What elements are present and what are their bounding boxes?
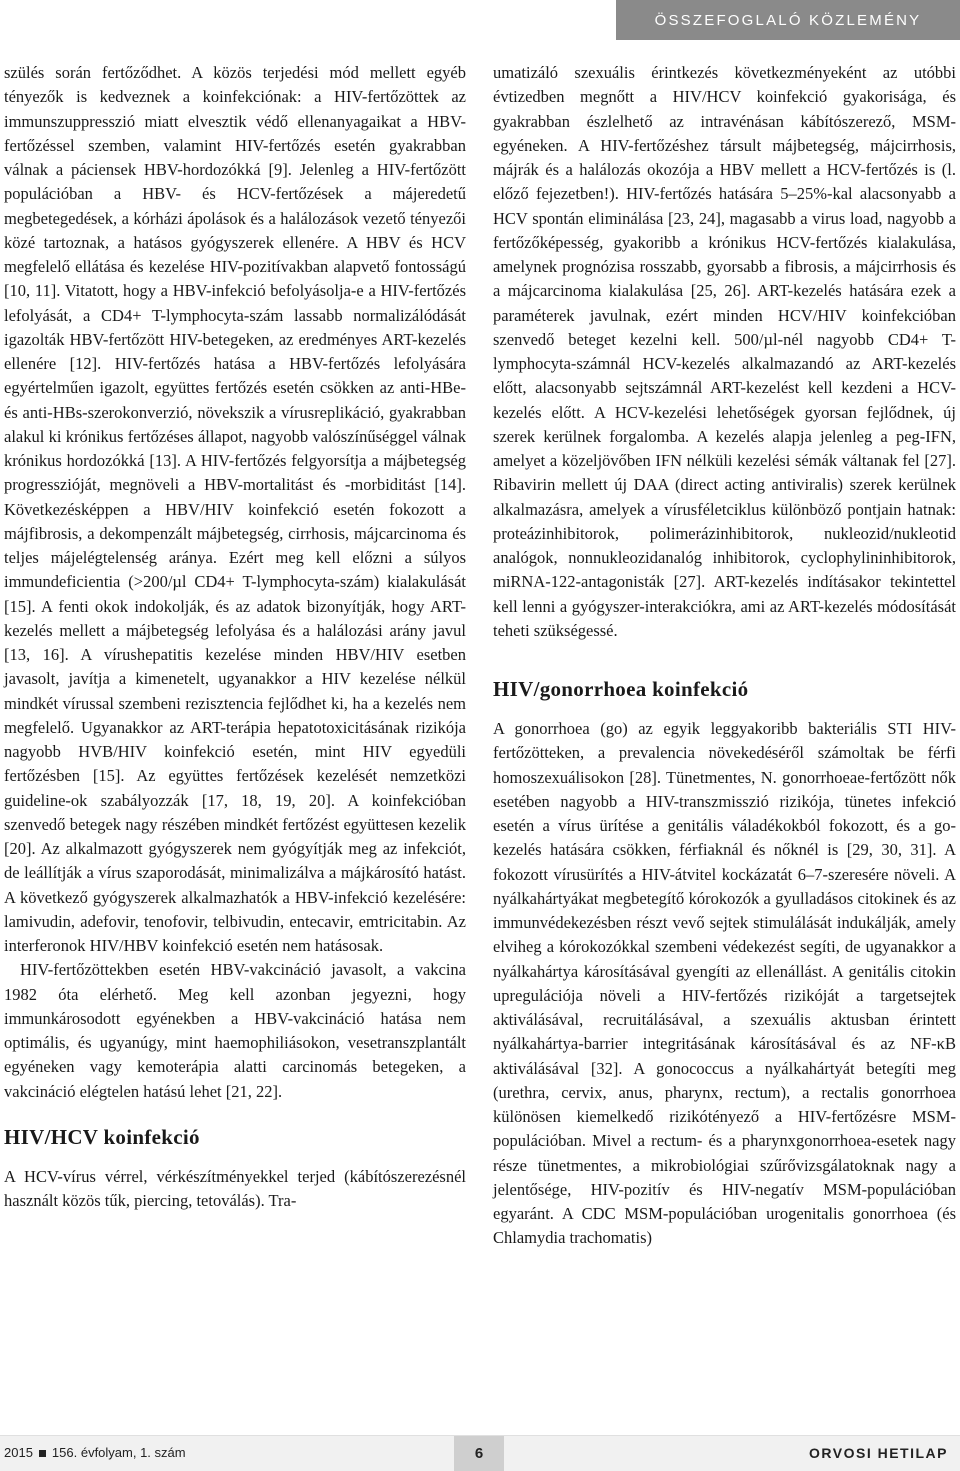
- section-tag: ÖSSZEFOGLALÓ KÖZLEMÉNY: [616, 0, 960, 40]
- section-heading-hiv-gonorrhoea: HIV/gonorrhoea koinfekció: [493, 677, 749, 701]
- right-column: [493, 61, 956, 1251]
- section-heading-hiv-hcv: HIV/HCV koinfekció: [4, 1124, 200, 1149]
- journal-name: ORVOSI HETILAP: [809, 1445, 948, 1461]
- page-footer: [0, 1435, 960, 1471]
- right-paragraph-1: umatizáló szexuális érintkezés következményeként az utóbbi évtizedben megnőtt a HIV/HCV koinfekció gyakorisága, és gyakrabban észlelhető az intravénásan kábítószerező, MSM-egyéneken. A HIV-fertőzéshez társult májbetegség, májcirrhosis, májrák és a halálozás okozója a HBV mellett a HCV-fertőzés is (l. előző fejezetben!). HIV-fertőzés hatására 5–25%-kal alacsonyabb a HCV spontán eliminálása [23, 24], magasabb a virus load, nagyobb a fertőzőképesség, gyakoribb a krónikus HCV-fertőzés kialakulása, amelynek prognózisa rosszabb, gyorsabb a fibrosis, a májcirrhosis és a májcarcinoma kialakulása [25, 26]. ART-kezelés hatására ezek a paraméterek javulnak, ezért minden HCV/HIV koinfekcióban szenvedő beteget kezelni kell. 500/µl-nél nagyobb CD4+ T-lymphocyta-számnál HCV-kezelés alkalmazandó az ART-kezelés előtt, alacsonyabb sejtszámnál ART-kezelést kell kezdeni a HCV-kezelés előtt. A HCV-kezelési lehetőségek gyorsan fejlődnek, új szerek kerülnek forgalomba. A kezelés alapja jelenleg a peg-IFN, amelyet a közeljövőben IFN nélküli kezelési sémák váltanak fel [27]. Ribavirin mellett új DAA (direct acting antiviralis) szerek kerülnek alkalmazásra, amelyek a vírusféletciklus különböző pontjain hatnak: proteázinhibitorok, polimerázinhibitorok, nukleozid/nukleotid analógok, nonnukleozidanalóg inhibitorok, cyclophylininhibitorok, miRNA-122-antagonisták [27]. ART-kezelés indításakor tekintettel kell lenni a gyógyszer-interakciókra, ami az ART-kezelés módosítását teheti szükségessé.: [493, 63, 956, 640]
- footer-issue-info: [4, 1445, 186, 1460]
- footer-volume: 156. évfolyam, 1. szám: [51, 1445, 186, 1460]
- right-paragraph-2: A gonorrhoea (go) az egyik leggyakoribb bakteriális STI HIV-fertőzötteken, a prevalencia növekedéséről számoltak be férfi homoszexuálisokon [28]. Tünetmentes, N. gonorrhoeae-fertőzött nők esetében nagyobb a HIV-transzmisszió rizikója, tünetes infekció esetén a vírus ürítése a genitális váladékokból fokozott, és a go-kezelés hatására csökken, férfiaknál és nőknél is [29, 30, 31]. A fokozott vírusürítés a HIV-átvitel kockázatát 6–7-szeresére növeli. A nyálkahártyákat megbetegítő kórokozók a gyulladásos citokinek és az immunvédekezésben részt vevő sejtek stimulálását indukálják, amely elviheg a kórokozókkal szembeni védekezést segíti, de ugyanakkor a nyálkahártya károsításával gyengíti az ellenállást. A genitális citokin upregulációja növeli a HIV-fertőzés rizikóját a targetsejtek aktiválásával, recruitálásával, a szexuális aktusban érintett nyálkahártya-barrier integritásának károsításával és az NF-κB aktiválásával [32]. A gonococcus a nyálkahártyát betegíti meg (urethra, cervix, anus, pharynx, rectum), a rectalis gonorrhoea különösen kiemelkedő rizikótényező a HIV-fertőzésre MSM-populációban. Mivel a rectum- és a pharynxgonorrhoea-esetek nagy része tünetmentes, a mikrobiológiai szűrővizsgálatoknak nagy a jelentősége, HIV-pozitív és HIV-negatív MSM-populációban egyaránt. A CDC MSM-populációban urogenitalis gonorrhoea (és Chlamydia trachomatis): [493, 719, 956, 1248]
- page-number: 6: [454, 1436, 504, 1471]
- running-header: [0, 0, 960, 40]
- footer-year: 2015: [4, 1445, 33, 1460]
- left-column: [4, 61, 466, 1213]
- left-paragraph-3: A HCV-vírus vérrel, vérkészítményekkel terjed (kábítószerezésnél használt közös tűk, piercing, tetoválás). Tra-: [4, 1166, 466, 1210]
- left-paragraph-2: HIV-fertőzöttekben esetén HBV-vakcináció javasolt, a vakcina 1982 óta elérhető. Meg kell azonban jegyezni, hogy immunkárosodott egyénekben a HBV-vakcináció hatása nem optimális, és ugyanúgy, mint haemophiliásokon, vesetranszplantált egyéneken vagy kemoterápia alatti carcinomás betegeken, a vakcináció elégtelen hatású lehet [21, 22].: [4, 960, 466, 1101]
- left-paragraph-1: szülés során fertőződhet. A közös terjedési mód mellett egyéb tényezők is kedveznek a koinfekciónak: a HIV-fertőzöttek az immunszuppresszió miatt elvesztik védő ellenanyagaikat a HBV-fertőzéssel szemben, valamint HIV-fertőzés esetén gyakrabban válnak a páciensek HBV-hordozókká [9]. Jelenleg a HIV-fertőzött populációban a HBV- és HCV-fertőzések a májeredetű megbetegedések, a kórházi ápolások és a halálozások vezető tényezői közé tartoznak, a hatásos gyógyszerek ellenére. A HBV és HCV megfelelő ellátása és kezelése HIV-pozitívakban alapvető fontosságú [10, 11]. Vitatott, hogy a HBV-infekció befolyásolja-e a HIV-fertőzés lefolyását, a CD4+ T-lymphocyta-szám lassabb normalizálódását igazolták HBV-fertőzött HIV-betegeken, az eredményes ART-kezelés ellenére [12]. HIV-fertőzés hatása a HBV-fertőzés lefolyására egyértelműen igazolt, együttes fertőzés esetén csökken az anti-HBe- és anti-HBs-szerokonverzió, növekszik a vírusreplikáció, gyakrabban alakul ki krónikus fertőzéses állapot, nagyobb valószínűséggel válnak krónikus hordozókká [13]. A HIV-fertőzés felgyorsítja a májbetegség progresszióját, megnöveli a HBV-mortalitást és -morbiditást [14]. Következésképpen a HBV/HIV koinfekció esetén fokozott a májfibrosis, a dekompenzált májbetegség, cirrhosis, májcarcinoma és teljes májelégtelenség aránya. Ezért meg kell előzni a súlyos immundeficientia (>200/µl CD4+ T-lymphocyta-szám) kialakulását [15]. A fenti okok indokolják, és az adatok bizonyítják, hogy ART-kezelés mellett a májbetegség lefolyása és a halálozási arány javul [13, 16]. A vírushepatitis kezelése minden HBV/HIV esetben javasolt, javítja a kimenetelt, ugyanakkor a HIV kezelése nélkül mindkét vírussal szembeni rezisztencia fejlődhet ki, ha a kezelés nem megfelelő. Ugyanakkor az ART-terápia hepatotoxicitásának rizikója nagyobb HVB/HIV koinfekció esetén, mint HIV egyedüli fertőzésben [15]. Az együttes fertőzések kezelését nemzetközi guideline-ok szabályozzák [17, 18, 19, 20]. A koinfekcióban szenvedő betegek nagy részében mindkét fertőzést együttesen kezelik [20]. Az alkalmazott gyógyszerek nem gyógyítják meg az infekciót, de leállítják a vírus szaporodását, minimalizálva a májkárosító hatást. A következő gyógyszerek alkalmazhatók a HBV-infekció kezelésére: lamivudin, adefovir, tenofovir, telbivudin, entecavir, emtricitabin. Az interferonok HIV/HBV koinfekció esetén nem hatásosak.: [4, 63, 466, 955]
- square-bullet-icon: [39, 1450, 46, 1457]
